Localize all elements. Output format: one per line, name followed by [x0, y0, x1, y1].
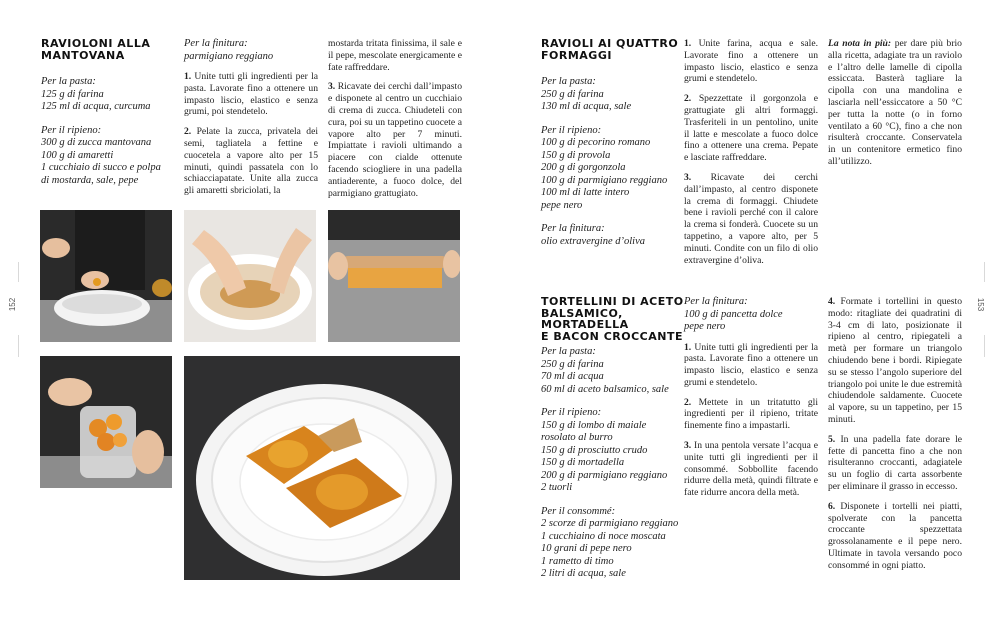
- recipe-step: [328, 38, 462, 73]
- title-line: BALSAMICO, MORTADELLA: [541, 306, 629, 331]
- tortellini-title: [541, 296, 686, 342]
- ravioli-title: [541, 38, 681, 61]
- step-number: 1.: [184, 71, 192, 82]
- step-number: 5.: [828, 433, 836, 445]
- tortellini-ingredients: [541, 346, 681, 581]
- ingredient-item: 1 rametto di timo: [541, 555, 614, 567]
- photo-chef-adding-turmeric: [40, 210, 172, 342]
- left-margin-rule-lower: [18, 335, 19, 357]
- recipe-step: [184, 71, 318, 118]
- ingredient-item: rosolato al burro: [541, 432, 613, 443]
- ingredient-heading: Per la pasta:: [41, 76, 96, 87]
- recipe-step: [184, 126, 318, 197]
- ingredient-item: 125 g di farina: [41, 88, 104, 100]
- step-text: In una padella fate dorare le fette di pancetta fino a che non risulteranno croccanti, adagiatele su un foglio di carta assorbente per eliminare il grasso in eccesso.: [828, 433, 962, 492]
- ingredient-item: 100 g di amaretti: [41, 149, 114, 161]
- ingredient-item: 100 g di parmigiano reggiano: [541, 174, 668, 186]
- step-text: Unite tutti gli ingredienti per la pasta. Lavorate fino a ottenere un impasto liscio, elastico e senza grumi e stendetelo.: [684, 341, 818, 388]
- ravioloni-steps-a: [184, 71, 318, 197]
- ingredient-item: 70 ml di acqua: [541, 371, 604, 382]
- step-text: Pelate la zucca, privatela dei semi, tagliatela a fettine e cuocetela a vapore alto per 15 minuti, quindi passatela con lo schiacciapatate. Unite alla zucca gli amaretti sbriciolati, la: [184, 126, 318, 197]
- ingredient-item: 1 cucchiaino di noce moscata: [541, 530, 666, 542]
- ingredient-item: 2 tuorli: [541, 482, 573, 493]
- ingredient-item: 125 ml di acqua, curcuma: [41, 101, 151, 112]
- ingredient-item: 250 g di farina: [541, 358, 604, 370]
- step-text: Formate i tortellini in questo modo: ritagliate dei quadratini di 3-4 cm di lato, posizionate il ripieno al centro, ripiegateli a metà per formare un triangolo chiudendo bene i bordi. Ripiegate su se stesso l’angolo superiore del triangolo poi unite le due estremità chiudendole saldamente. Cuocete al vapore, su un tappetino, per 15 minuti.: [828, 296, 963, 425]
- recipe-step: [684, 93, 818, 164]
- tortellini-finishing: [684, 296, 818, 334]
- tortellini-steps-a: [684, 342, 818, 500]
- title-line: MANTOVANA: [41, 48, 125, 62]
- step-number: 3.: [684, 171, 692, 183]
- recipe-step: [828, 434, 962, 493]
- step-number: 3.: [684, 440, 692, 452]
- ingredient-heading: Per la finitura:: [184, 38, 248, 49]
- ingredient-item: 150 g di mortadella: [541, 457, 625, 468]
- ingredient-item: 150 g di provola: [541, 149, 611, 161]
- ingredient-item: 1 cucchiaio di succo e polpa: [41, 162, 161, 173]
- ingredient-heading: Per il consommé:: [541, 505, 616, 517]
- recipe-step: [684, 342, 818, 389]
- recipe-step: [684, 38, 818, 85]
- right-margin-rule: [984, 262, 985, 282]
- ingredient-item: 100 g di pecorino romano: [541, 137, 651, 148]
- right-page-number: 153: [976, 297, 986, 312]
- step-number: 2.: [684, 396, 692, 408]
- step-text: Unite tutti gli ingredienti per la pasta. Lavorate fino a ottenere un impasto liscio, elastico e senza grumi, poi stendetelo.: [184, 71, 318, 118]
- ravioli-ingredients: [541, 76, 681, 248]
- step-text: Disponete i tortelli nei piatti, spolverate con la pancetta croccante spezzettata grossolanamente e il pepe nero. Ultimate in tavola versando poco consommé in ogni piatto.: [828, 500, 962, 571]
- ravioloni-column-2: [184, 38, 318, 205]
- step-number: 2.: [684, 93, 692, 105]
- step-text: Unite farina, acqua e sale. Lavorate fino a ottenere un impasto liscio, elastico e senza grumi e stendetelo.: [684, 38, 818, 85]
- title-line: RAVIOLONI ALLA: [41, 37, 151, 50]
- title-line: RAVIOLI AI QUATTRO: [541, 37, 679, 50]
- ingredient-item: 200 g di parmigiano reggiano: [541, 469, 668, 481]
- step-number: 2.: [184, 126, 192, 138]
- ingredient-item: 150 g di prosciutto crudo: [541, 444, 648, 456]
- ingredient-item: 2 scorze di parmigiano reggiano: [541, 518, 679, 529]
- ingredient-item: di mostarda, sale, pepe: [41, 174, 139, 186]
- photo-pumpkin-in-chopper: [40, 356, 172, 488]
- step-number: 4.: [828, 296, 836, 307]
- recipe-step: [828, 501, 962, 572]
- note-paragraph: [828, 38, 962, 168]
- title-line: E BACON CROCCANTE: [541, 329, 683, 343]
- recipe-step: [328, 81, 462, 199]
- ingredient-item: 200 g di gorgonzola: [541, 162, 626, 173]
- recipe-step: [684, 397, 818, 432]
- photo-kneading-dough: [184, 210, 316, 342]
- photo-ravioloni-plated: [184, 356, 460, 580]
- ingredient-item: 300 g di zucca mantovana: [41, 137, 152, 148]
- step-number: 1.: [684, 38, 692, 49]
- title-line: TORTELLINI DI ACETO: [541, 295, 684, 308]
- ingredient-heading: Per la finitura:: [541, 223, 605, 234]
- title-line: FORMAGGI: [541, 48, 612, 62]
- ingredient-heading: Per il ripieno:: [41, 124, 102, 136]
- ravioloni-finishing: [184, 38, 318, 63]
- tortellini-steps-b: [828, 296, 962, 580]
- recipe-step: [828, 296, 962, 426]
- ingredient-item: pepe nero: [541, 199, 583, 211]
- ingredient-item: 100 ml di latte intero: [541, 187, 630, 198]
- note-label: La nota in più:: [828, 38, 892, 49]
- recipe-step: [684, 440, 818, 499]
- ingredient-item: 60 ml di aceto balsamico, sale: [541, 383, 669, 395]
- step-number: 3.: [328, 81, 336, 93]
- ingredient-item: parmigiano reggiano: [184, 50, 274, 62]
- ingredient-item: 250 g di farina: [541, 88, 604, 100]
- ingredient-item: 150 g di lombo di maiale: [541, 419, 647, 431]
- ravioloni-ingredients: [41, 76, 181, 187]
- ingredient-heading: Per il ripieno:: [541, 124, 602, 136]
- right-margin-rule-lower: [984, 335, 985, 357]
- step-text: In una pentola versate l’acqua e unite tutti gli ingredienti per il consommé. Sobbollite facendo ridurre della metà, quindi filtrate e fate ridurre ancora della metà.: [684, 440, 818, 499]
- photo-rolling-pin: [328, 210, 460, 342]
- ingredient-heading: Per la pasta:: [541, 76, 596, 87]
- step-text: mostarda tritata finissima, il sale e il pepe, mescolate energicamente e fate raffreddare.: [328, 38, 462, 73]
- recipe-step: [684, 172, 818, 266]
- ingredient-item: 100 g di pancetta dolce: [684, 308, 783, 320]
- step-number: 6.: [828, 500, 836, 512]
- ingredient-heading: Per il ripieno:: [541, 407, 602, 418]
- tortellini-column-2: [684, 296, 818, 507]
- step-text: Mettete in un tritatutto gli ingredienti per il ripieno, tritate finemente fino a impastarli.: [684, 396, 818, 432]
- ravioli-steps: [684, 38, 818, 274]
- step-text: Ricavate dei cerchi dall’impasto e disponete al centro un cucchiaio di crema di zucca. Chiudeteli con cura, poi su un tappetino cuocete a vapore alto per 7 minuti. Impiattate i ravioli ultimando a piacere con cialde ottenute facendo sciogliere in una padella antiaderente, a fuoco dolce, del parmigiano grattugiato.: [328, 81, 462, 199]
- ingredient-item: 130 ml di acqua, sale: [541, 101, 632, 112]
- step-text: Ricavate dei cerchi dall’impasto, al centro disponete la crema di formaggi. Chiudete bene i ravioli perché con il calore la crema si fonderà. Cuocete su un tappetino, a vapore alto, per 5 minuti. Condite con un filo di olio extravergine d’oliva.: [684, 171, 818, 266]
- ravioloni-title: [41, 38, 176, 61]
- note-text: per dare più brio alla ricetta, adagiate tra un raviolo e l’altro delle lamelle di cipolla essiccata. Basterà tagliare la cipolla con una mandolina e lasciarla nell’essiccatore a 50 °C per tutta la notte (o in forno ventilato a 60 °C), fino a che non risulterà croccante. Conservatela in un contenitore ermetico fino all’utilizzo.: [828, 38, 962, 167]
- left-page-number: 152: [8, 297, 18, 312]
- ravioli-note: [828, 38, 962, 176]
- ingredient-item: 10 grani di pepe nero: [541, 543, 632, 554]
- ingredient-heading: Per la finitura:: [684, 296, 748, 307]
- step-number: 1.: [684, 341, 692, 353]
- step-text: Spezzettate il gorgonzola e grattugiate gli altri formaggi. Trasferiteli in un pentolino, unite il latte e mescolate a fuoco dolce fino a ottenere una crema. Pepate e lasciate raffreddare.: [684, 93, 818, 164]
- ingredient-heading: Per la pasta:: [541, 346, 596, 357]
- ingredient-item: pepe nero: [684, 321, 726, 332]
- left-margin-rule: [18, 262, 19, 282]
- ingredient-item: olio extravergine d’oliva: [541, 235, 645, 247]
- ravioloni-steps-b: [328, 38, 462, 207]
- ingredient-item: 2 litri di acqua, sale: [541, 568, 626, 579]
